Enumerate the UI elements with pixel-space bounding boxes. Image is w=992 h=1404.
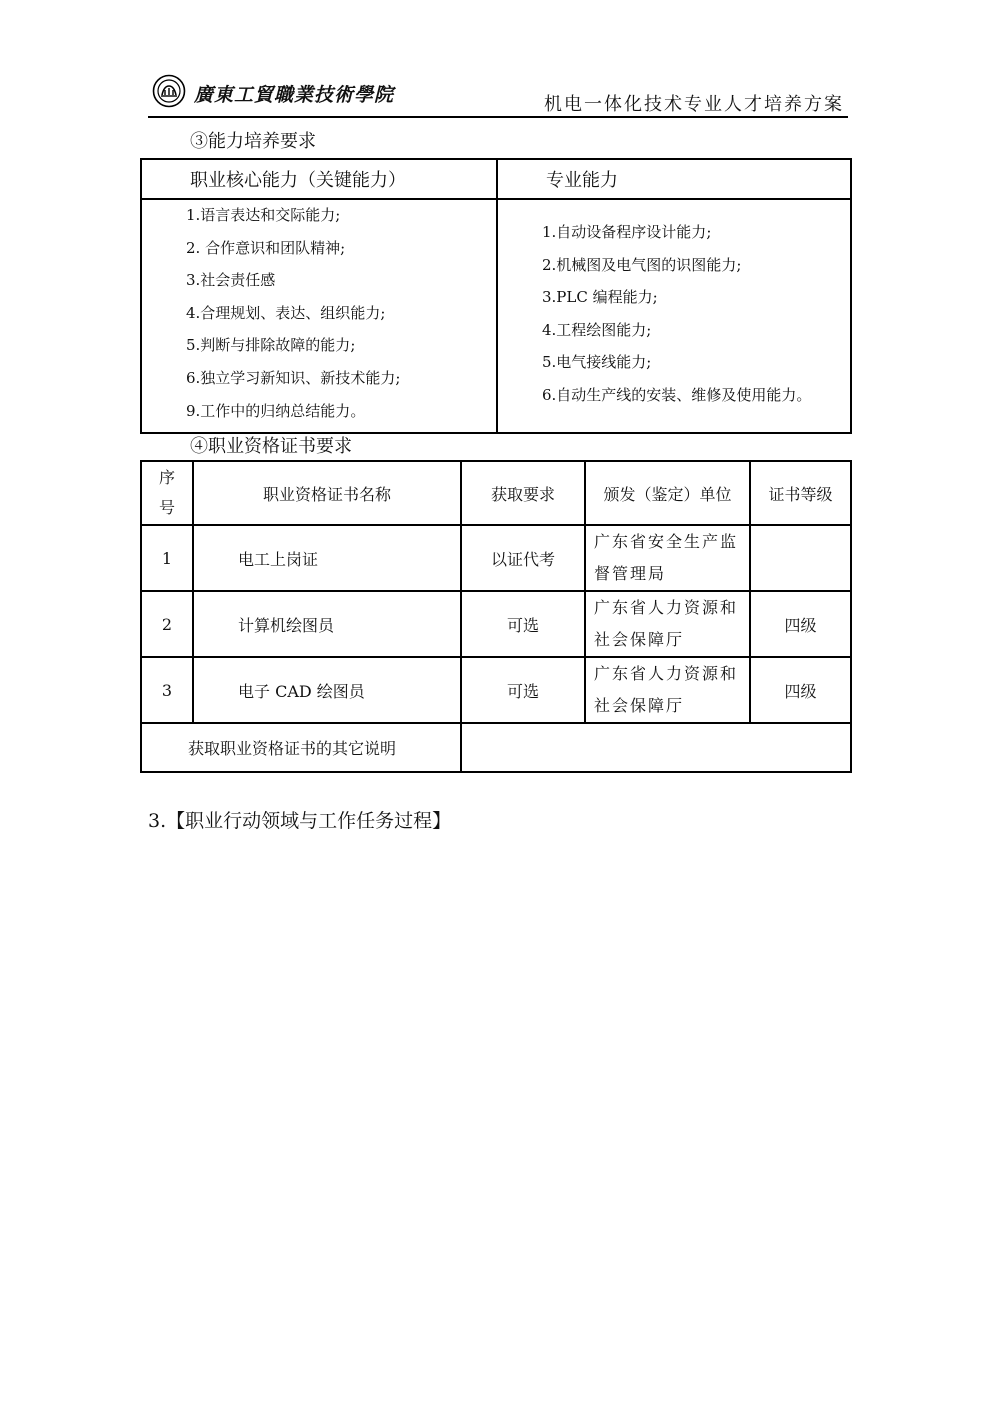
requirement-cell: 可选 <box>461 657 585 723</box>
list-item: 4.工程绘图能力; <box>542 320 652 339</box>
list-item: 6.自动生产线的安装、维修及使用能力。 <box>542 385 812 404</box>
list-item: 2. 合作意识和团队精神; <box>186 238 346 257</box>
list-item: 1.语言表达和交际能力; <box>186 206 341 224</box>
professional-ability-list <box>498 200 850 416</box>
school-logo-icon <box>152 74 186 108</box>
name-header: 职业资格证书名称 <box>193 461 461 525</box>
seq-header <box>141 461 193 525</box>
school-name: 廣東工貿職業技術學院 <box>194 84 395 106</box>
issuer-line: 广东省安全生产监 <box>594 532 739 551</box>
professional-ability-header: 专业能力 <box>497 159 851 199</box>
cert-name-cell: 计算机绘图员 <box>193 591 461 657</box>
list-item: 3.PLC 编程能力; <box>542 288 658 307</box>
issuer-cell <box>585 591 750 657</box>
cert-section-title: ④职业资格证书要求 <box>190 436 352 457</box>
issuer-cell <box>585 657 750 723</box>
ability-section-title: ③能力培养要求 <box>190 131 316 152</box>
list-item: 6.独立学习新知识、新技术能力; <box>186 368 401 387</box>
seq-header-bottom: 号 <box>158 498 175 517</box>
level-cell: 四级 <box>750 657 851 723</box>
core-ability-list <box>142 200 496 432</box>
cert-name-cell: 电工上岗证 <box>193 525 461 591</box>
other-note-label: 获取职业资格证书的其它说明 <box>141 723 461 772</box>
certificate-table <box>140 460 852 773</box>
requirement-cell: 以证代考 <box>461 525 585 591</box>
table-row-other-note <box>141 723 851 772</box>
level-cell: 四级 <box>750 591 851 657</box>
core-ability-header: 职业核心能力（关键能力） <box>141 159 497 199</box>
document-title: 机电一体化技术专业人才培养方案 <box>544 94 844 115</box>
issuer-line: 社会保障厅 <box>594 696 685 715</box>
table-row <box>141 525 851 591</box>
seq-cell: 1 <box>141 525 193 591</box>
requirement-cell: 可选 <box>461 591 585 657</box>
list-item: 1.自动设备程序设计能力; <box>542 223 712 241</box>
table-row <box>141 657 851 723</box>
seq-header-top: 序 <box>158 468 175 487</box>
list-item: 4.合理规划、表达、组织能力; <box>186 303 386 322</box>
level-cell <box>750 525 851 591</box>
list-item: 2.机械图及电气图的识图能力; <box>542 255 742 274</box>
requirement-header: 获取要求 <box>461 461 585 525</box>
core-ability-cell <box>141 199 497 433</box>
list-item: 9.工作中的归纳总结能力。 <box>186 401 366 420</box>
page-header <box>148 68 848 118</box>
table-row <box>141 591 851 657</box>
issuer-header: 颁发（鉴定）单位 <box>585 461 750 525</box>
issuer-line: 社会保障厅 <box>594 630 685 649</box>
ability-table <box>140 158 852 434</box>
professional-ability-cell <box>497 199 851 433</box>
list-item: 5.判断与排除故障的能力; <box>186 336 356 355</box>
level-header: 证书等级 <box>750 461 851 525</box>
other-note-value <box>461 723 851 772</box>
issuer-line: 督管理局 <box>594 564 667 583</box>
issuer-line: 广东省人力资源和 <box>594 598 739 617</box>
cert-name-cell: 电子 CAD 绘图员 <box>193 657 461 723</box>
seq-cell: 2 <box>141 591 193 657</box>
issuer-cell <box>585 525 750 591</box>
list-item: 3.社会责任感 <box>186 271 276 290</box>
section-heading: 3.【职业行动领域与工作任务过程】 <box>148 810 452 832</box>
list-item: 5.电气接线能力; <box>542 353 652 372</box>
issuer-line: 广东省人力资源和 <box>594 664 739 683</box>
seq-cell: 3 <box>141 657 193 723</box>
table-header-row <box>141 461 851 525</box>
